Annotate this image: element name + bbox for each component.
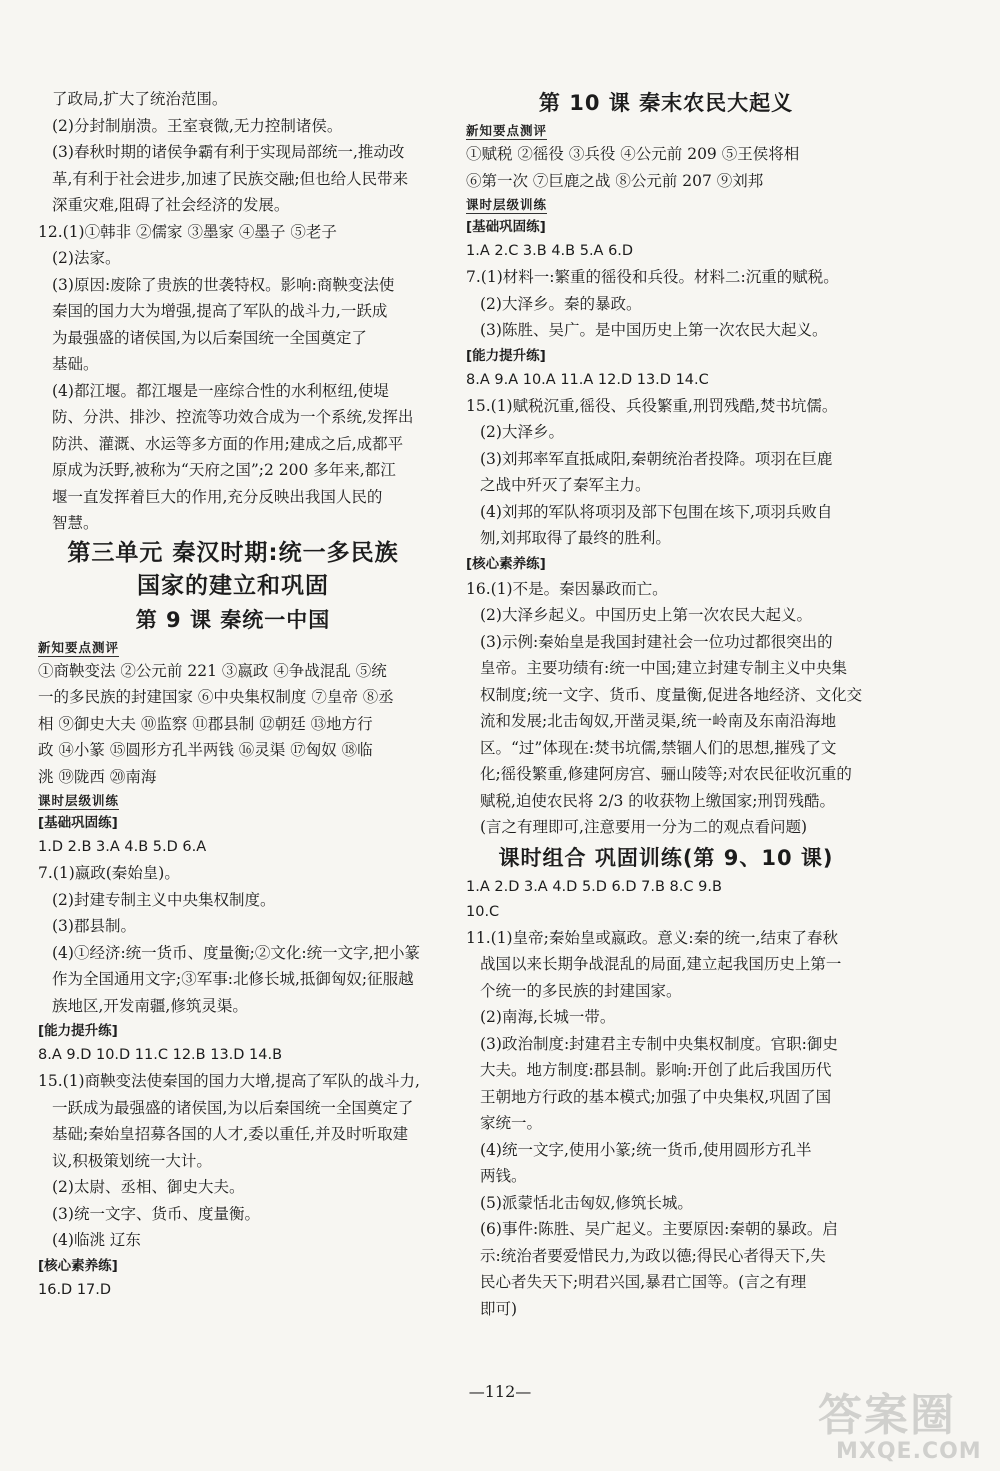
answer-line: 家统一。 <box>480 1114 543 1132</box>
answer-line: 11.(1)皇帝;秦始皇或嬴政。意义:秦的统一,结束了春秋 <box>466 928 838 947</box>
section-heading <box>466 194 866 215</box>
unit-title: 国家的建立和巩固 <box>137 572 329 599</box>
answer-line: 之战中歼灭了秦军主力。 <box>480 476 651 494</box>
answer-line: 族地区,开发南疆,修筑灵渠。 <box>52 996 248 1015</box>
answer-line: 7.(1)材料一:繁重的徭役和兵役。材料二:沉重的赋税。 <box>466 268 839 286</box>
section-heading-label: 新知要点测评 <box>38 639 120 655</box>
answer-line: 防、分洪、排沙、控流等功效合成为一个系统,发挥出 <box>52 408 414 426</box>
answer-line: (2)法家。 <box>52 249 121 267</box>
answer-line: ①商鞅变法 ②公元前 221 ③嬴政 ④争战混乱 ⑤统 <box>38 661 387 680</box>
answer-line: (3)郡县制。 <box>52 917 136 935</box>
section-heading <box>38 637 428 658</box>
subsection-heading: [能力提升练] <box>38 1023 118 1039</box>
choice-answers: 8.A 9.A 10.A 11.A 12.D 13.D 14.C <box>466 371 709 388</box>
answer-line: ⑥第一次 ⑦巨鹿之战 ⑧公元前 207 ⑨刘邦 <box>466 171 764 190</box>
choice-answers: 10.C <box>466 903 500 920</box>
section-heading-label: 新知要点测评 <box>466 123 548 138</box>
answer-line: 王朝地方行政的基本模式;加强了中央集权,巩固了国 <box>480 1087 832 1106</box>
answer-line: 区。“过”体现在:焚书坑儒,禁锢人们的思想,摧残了文 <box>480 738 837 757</box>
choice-answers: 16.D 17.D <box>38 1281 112 1298</box>
answer-line: (6)事件:陈胜、吴广起义。主要原因:秦朝的暴政。启 <box>480 1220 838 1238</box>
answer-line: 一跃成为最强盛的诸侯国,为以后秦国统一全国奠定了 <box>52 1098 414 1117</box>
answer-line: 7.(1)嬴政(秦始皇)。 <box>38 864 180 882</box>
answer-line: (2)南海,长城一带。 <box>480 1008 616 1026</box>
answer-line: (3)陈胜、吴广。是中国历史上第一次农民大起义。 <box>480 321 828 339</box>
section-heading <box>38 790 428 811</box>
answer-line: (4)统一文字,使用小篆;统一货币,使用圆形方孔半 <box>480 1140 812 1159</box>
answer-line: (2)太尉、丞相、御史大夫。 <box>52 1178 245 1196</box>
answer-line: (3)示例:秦始皇是我国封建社会一位功过都很突出的 <box>480 632 833 651</box>
answer-line: 基础;秦始皇招募各国的人才,委以重任,并及时听取建 <box>52 1125 409 1143</box>
subsection-heading: [核心素养练] <box>38 1257 118 1274</box>
answer-line: 议,积极策划统一大计。 <box>52 1151 212 1170</box>
watermark-text: 答案圈 <box>818 1390 956 1441</box>
answer-line: ①赋税 ②徭役 ③兵役 ④公元前 209 ⑤王侯将相 <box>466 145 800 163</box>
answer-line: 赋税,迫使农民将 2/3 的收获物上缴国家;刑罚残酷。 <box>480 791 835 810</box>
answer-line: (4)刘邦的军队将项羽及部下包围在垓下,项羽兵败自 <box>480 502 833 521</box>
answer-line: 为最强盛的诸侯国,为以后秦国统一全国奠定了 <box>52 328 367 347</box>
answer-line: (2)大泽乡。 <box>480 423 564 441</box>
answer-line: 堰一直发挥着巨大的作用,充分反映出我国人民的 <box>52 487 383 506</box>
answer-line: 防洪、灌溉、水运等多方面的作用;建成之后,成都平 <box>52 434 404 453</box>
answer-line: (5)派蒙恬北击匈奴,修筑长城。 <box>480 1193 693 1212</box>
answer-line: 洮 ⑲陇西 ⑳南海 <box>38 767 157 786</box>
answer-line: 战国以来长期争战混乱的局面,建立起我国历史上第一 <box>480 955 842 973</box>
lesson-title: 课时组合 巩固训练(第 9、10 课) <box>498 845 834 870</box>
lesson-title: 第 10 课 秦末农民大起义 <box>538 91 794 115</box>
answer-line: 流和发展;北击匈奴,开凿灵渠,统一岭南及东南沿海地 <box>480 712 837 730</box>
answer-line: 12.(1)①韩非 ②儒家 ③墨家 ④墨子 ⑤老子 <box>38 222 337 241</box>
choice-answers: 1.A 2.D 3.A 4.D 5.D 6.D 7.B 8.C 9.B <box>466 878 722 895</box>
answer-line: 政 ⑭小篆 ⑮圆形方孔半两钱 ⑯灵渠 ⑰匈奴 ⑱临 <box>38 741 373 759</box>
watermark-url: MXQE.COM <box>836 1439 982 1464</box>
answer-line: 相 ⑨御史大夫 ⑩监察 ⑪郡县制 ⑫朝廷 ⑬地方行 <box>38 714 373 733</box>
subsection-heading: [基础巩固练] <box>466 219 546 235</box>
lesson-title: 第 9 课 秦统一中国 <box>135 607 331 632</box>
answer-line: 刎,刘邦取得了最终的胜利。 <box>480 529 671 547</box>
section-heading <box>466 120 866 141</box>
answer-line: (4)都江堰。都江堰是一座综合性的水利枢纽,使堤 <box>52 381 389 400</box>
answer-line: (3)刘邦率军直抵咸阳,秦朝统治者投降。项羽在巨鹿 <box>480 449 833 468</box>
answer-line: 16.(1)不是。秦因暴政而亡。 <box>466 579 668 598</box>
answer-line: (2)大泽乡起义。中国历史上第一次农民大起义。 <box>480 606 812 624</box>
unit-title: 第三单元 秦汉时期:统一多民族 <box>67 539 399 566</box>
right-column <box>466 86 866 1322</box>
watermark-logo <box>818 1392 988 1466</box>
answer-line: 一的多民族的封建国家 ⑥中央集权制度 ⑦皇帝 ⑧丞 <box>38 688 394 706</box>
answer-line: 15.(1)商鞅变法使秦国的国力大增,提高了军队的战斗力, <box>38 1072 420 1090</box>
answer-line: 深重灾难,阻碍了社会经济的发展。 <box>52 196 290 214</box>
answer-line: 秦国的国力大为增强,提高了军队的战斗力,一跃成 <box>52 302 388 320</box>
answer-line: 示:统治者要爱惜民力,为政以德;得民心者得天下,失 <box>480 1246 826 1265</box>
choice-answers: 1.D 2.B 3.A 4.B 5.D 6.A <box>38 839 207 855</box>
answer-line: (3)春秋时期的诸侯争霸有利于实现局部统一,推动改 <box>52 143 405 161</box>
answer-line: 基础。 <box>52 355 99 373</box>
answer-line: 作为全国通用文字;③军事:北修长城,抵御匈奴;征服越 <box>52 970 414 988</box>
page-number: —112— <box>468 1382 532 1401</box>
left-column <box>38 86 428 1303</box>
answer-line: (2)封建专制主义中央集权制度。 <box>52 890 276 909</box>
answer-line: 即可) <box>480 1299 518 1318</box>
subsection-heading: [基础巩固练] <box>38 815 118 831</box>
answer-line: 个统一的多民族的封建国家。 <box>480 981 682 1000</box>
choice-answers: 8.A 9.D 10.D 11.C 12.B 13.D 14.B <box>38 1047 283 1063</box>
answer-line: (4)①经济:统一货币、度量衡;②文化:统一文字,把小篆 <box>52 943 421 962</box>
answer-line: 皇帝。主要功绩有:统一中国;建立封建专制主义中央集 <box>480 659 847 677</box>
answer-line: 民心者失天下;明君兴国,暴君亡国等。(言之有理 <box>480 1273 807 1291</box>
choice-answers: 1.A 2.C 3.B 4.B 5.A 6.D <box>466 243 634 259</box>
answer-line: 化;徭役繁重,修建阿房宫、骊山陵等;对农民征收沉重的 <box>480 765 852 783</box>
answer-line: (言之有理即可,注意要用一分为二的观点看问题) <box>480 818 808 836</box>
section-heading-label: 课时层级训练 <box>466 197 548 212</box>
answer-line: (2)分封制崩溃。王室衰微,无力控制诸侯。 <box>52 116 343 135</box>
answer-line: 智慧。 <box>52 514 99 532</box>
answer-line: 了政局,扩大了统治范围。 <box>52 90 228 108</box>
answer-line: 15.(1)赋税沉重,徭役、兵役繁重,刑罚残酷,焚书坑儒。 <box>466 396 838 415</box>
subsection-heading: [能力提升练] <box>466 347 546 364</box>
section-heading-label: 课时层级训练 <box>38 793 120 808</box>
answer-line: 两钱。 <box>480 1167 527 1185</box>
answer-line: 革,有利于社会进步,加速了民族交融;但也给人民带来 <box>52 169 409 188</box>
answer-line: 原成为沃野,被称为“天府之国”;2 200 多年来,都江 <box>52 461 396 479</box>
answer-line: (3)原因:废除了贵族的世袭特权。影响:商鞅变法使 <box>52 275 395 294</box>
answer-line: 权制度;统一文字、货币、度量衡,促进各地经济、文化交 <box>480 685 863 704</box>
answer-line: (4)临洮 辽东 <box>52 1231 141 1249</box>
answer-line: (3)统一文字、货币、度量衡。 <box>52 1204 260 1223</box>
answer-line: (3)政治制度:封建君主专制中央集权制度。官职:御史 <box>480 1034 838 1053</box>
answer-line: (2)大泽乡。秦的暴政。 <box>480 294 642 313</box>
answer-line: 大夫。地方制度:郡县制。影响:开创了此后我国历代 <box>480 1061 832 1079</box>
subsection-heading: [核心素养练] <box>466 555 546 572</box>
